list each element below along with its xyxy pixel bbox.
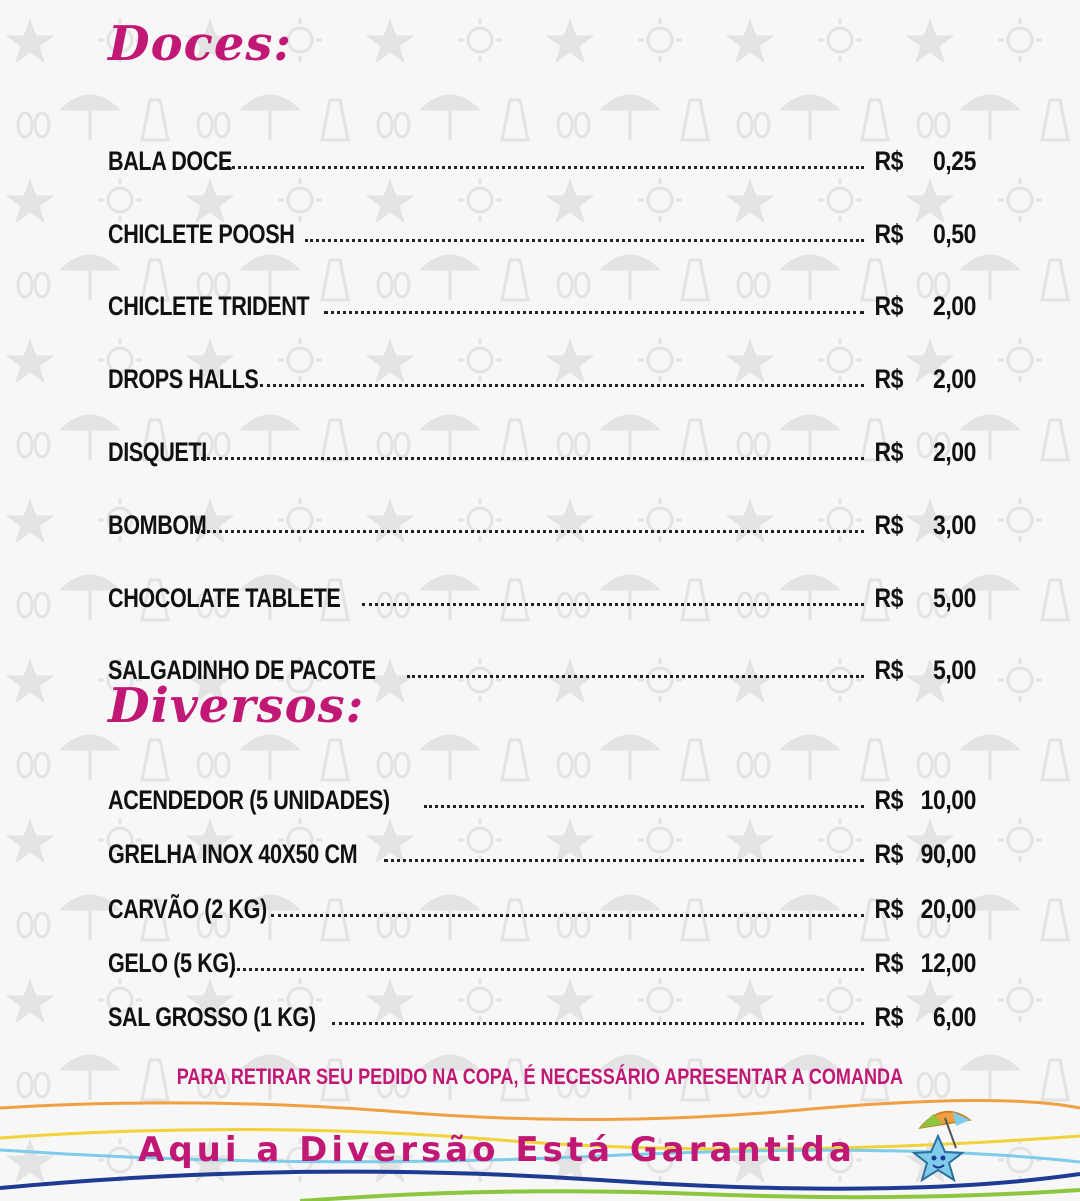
menu-item xyxy=(108,762,976,816)
item-price: 2,00 xyxy=(933,291,976,322)
item-price: 2,00 xyxy=(933,364,976,395)
menu-item xyxy=(108,250,976,323)
item-currency: R$ xyxy=(874,436,904,467)
menu-item xyxy=(108,468,976,541)
item-currency: R$ xyxy=(874,785,904,816)
item-price: 20,00 xyxy=(920,893,976,924)
menu-item xyxy=(108,925,976,979)
menu-item xyxy=(108,541,976,614)
item-price: 6,00 xyxy=(933,1001,976,1032)
menu-item xyxy=(108,816,976,870)
item-name: CHICLETE TRIDENT xyxy=(108,291,310,322)
item-price: 5,00 xyxy=(933,655,976,686)
item-name: DROPS HALLS xyxy=(108,364,259,395)
item-name: DISQUETI xyxy=(108,436,207,467)
menu-item xyxy=(108,979,976,1033)
dot-leader xyxy=(260,384,864,387)
item-currency: R$ xyxy=(874,218,904,249)
dot-leader xyxy=(305,239,864,242)
item-name: BALA DOCE xyxy=(108,145,232,176)
item-price: 90,00 xyxy=(920,839,976,870)
doces-menu-list xyxy=(108,104,976,686)
item-name: SAL GROSSO (1 KG) xyxy=(108,1001,316,1032)
dot-leader xyxy=(332,1022,865,1025)
pickup-notice: PARA RETIRAR SEU PEDIDO NA COPA, É NECESSÁRIO APRESENTAR A COMANDA xyxy=(176,1064,904,1089)
item-currency: R$ xyxy=(874,893,904,924)
item-currency: R$ xyxy=(874,839,904,870)
star-mascot-with-umbrella-icon xyxy=(898,1100,988,1190)
section-title-doces: Doces: xyxy=(108,16,293,72)
item-name: SALGADINHO DE PACOTE xyxy=(108,655,376,686)
item-name: BOMBOM xyxy=(108,509,207,540)
dot-leader xyxy=(424,805,864,808)
item-name: ACENDEDOR (5 UNIDADES) xyxy=(108,785,390,816)
dot-leader xyxy=(227,166,864,169)
slogan: Aqui a Diversão Está Garantida xyxy=(138,1130,856,1170)
dot-leader xyxy=(196,457,865,460)
dot-leader xyxy=(195,530,865,533)
item-price: 3,00 xyxy=(933,509,976,540)
item-currency: R$ xyxy=(874,1001,904,1032)
item-name: GELO (5 KG) xyxy=(108,947,236,978)
menu-item xyxy=(108,322,976,395)
item-currency: R$ xyxy=(874,582,904,613)
dot-leader xyxy=(384,859,865,862)
dot-leader xyxy=(362,603,864,606)
item-price: 5,00 xyxy=(933,582,976,613)
menu-item xyxy=(108,104,976,177)
item-name: CHICLETE POOSH xyxy=(108,218,295,249)
item-currency: R$ xyxy=(874,364,904,395)
item-price: 10,00 xyxy=(920,785,976,816)
item-name: CARVÃO (2 KG) xyxy=(108,893,267,924)
item-currency: R$ xyxy=(874,291,904,322)
item-name: CHOCOLATE TABLETE xyxy=(108,582,341,613)
dot-leader xyxy=(407,675,865,678)
item-currency: R$ xyxy=(874,655,904,686)
item-currency: R$ xyxy=(874,145,904,176)
dot-leader xyxy=(271,914,865,917)
dot-leader xyxy=(232,968,865,971)
item-price: 0,25 xyxy=(933,145,976,176)
item-name: GRELHA INOX 40X50 CM xyxy=(108,839,358,870)
menu-item xyxy=(108,614,976,687)
section-title-diversos: Diversos: xyxy=(108,678,365,734)
item-price: 2,00 xyxy=(933,436,976,467)
menu-item xyxy=(108,870,976,924)
item-currency: R$ xyxy=(874,509,904,540)
menu-item xyxy=(108,395,976,468)
menu-item xyxy=(108,177,976,250)
dot-leader xyxy=(324,311,865,314)
item-price: 0,50 xyxy=(933,218,976,249)
item-currency: R$ xyxy=(874,947,904,978)
item-price: 12,00 xyxy=(920,947,976,978)
diversos-menu-list xyxy=(108,762,976,1033)
